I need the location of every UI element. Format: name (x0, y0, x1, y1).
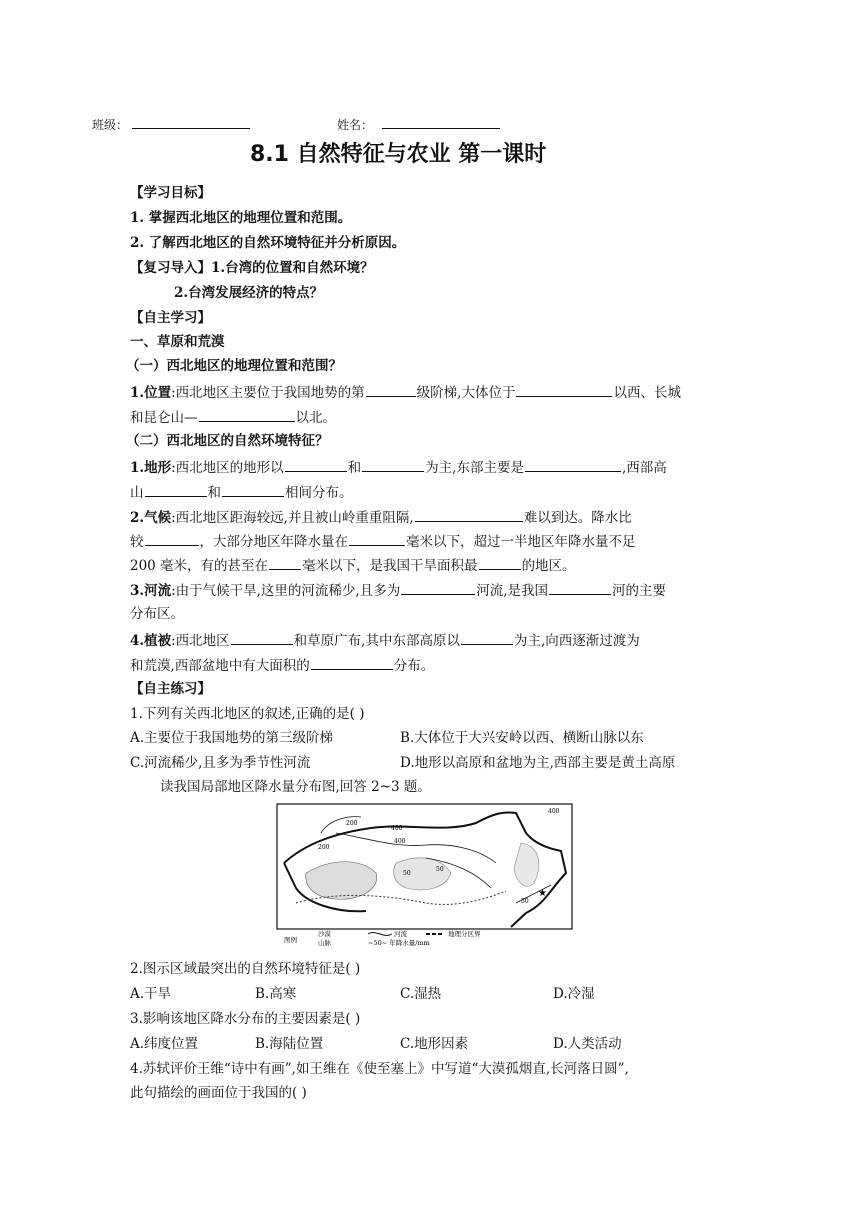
paragraph-label: 1.地形 (130, 460, 172, 476)
answer-blank[interactable] (366, 382, 416, 397)
answer-blank[interactable] (479, 555, 521, 570)
paragraph-text: 和荒漠,西部盆地中有大面积的 (130, 658, 310, 674)
class-label: 班级： (92, 118, 129, 132)
paragraph-text: 的地区。 (521, 558, 576, 574)
isohyet-label: 400 (394, 838, 406, 845)
answer-blank[interactable] (516, 382, 612, 397)
legend-isohyet: ~50~ 年降水量/mm (368, 939, 430, 947)
answer-blank[interactable] (415, 507, 523, 522)
answer-blank[interactable] (311, 655, 393, 670)
map-intro: 读我国局部地区降水量分布图,回答 2~3 题。 (160, 779, 431, 795)
isohyet-label: 50 (403, 870, 411, 877)
paragraph-text: 难以到达。降水比 (523, 510, 632, 526)
paragraph-text: 级阶梯,大体位于 (416, 385, 516, 401)
option-a[interactable]: A.主要位于我国地势的第三级阶梯 (130, 730, 334, 746)
paragraph-text: :由于气候干旱,这里的河流稀少,且多为 (171, 583, 401, 599)
name-label: 姓名： (337, 118, 374, 132)
option-a[interactable]: A.干旱 (130, 986, 172, 1002)
isohyet-label: 400 (548, 808, 560, 815)
objective-item: 1. 掌握西北地区的地理位置和范围。 (130, 210, 352, 226)
paragraph-text: 河流,是我国 (476, 583, 549, 599)
paragraph-text: ,西部高 (621, 460, 667, 476)
option-b[interactable]: B.大体位于大兴安岭以西、横断山脉以东 (400, 730, 644, 746)
answer-blank[interactable] (231, 630, 293, 645)
answer-blank[interactable] (549, 580, 611, 595)
answer-blank[interactable] (461, 630, 513, 645)
section-heading: 一、草原和荒漠 (130, 334, 225, 350)
practice-heading: 【自主练习】 (130, 681, 211, 697)
option-b[interactable]: B.高寒 (255, 986, 297, 1002)
paragraph-vegetation-cont (130, 655, 434, 675)
paragraph-label: 4.植被 (130, 633, 172, 649)
answer-blank[interactable] (145, 531, 199, 546)
legend-mountain: 山脉 (318, 939, 331, 947)
paragraph-text: :西北地区距海较远,并且被山岭重重阻隔, (171, 510, 414, 526)
isohyet-label: 50 (436, 866, 444, 873)
paragraph-climate (130, 507, 632, 527)
question-4-cont: 此句描绘的画面位于我国的( ) (130, 1085, 307, 1101)
answer-blank[interactable] (349, 531, 405, 546)
paragraph-vegetation (130, 630, 640, 650)
paragraph-text: :西北地区的地形以 (171, 460, 284, 476)
paragraph-climate-cont (130, 531, 636, 551)
subsection-heading: （二）西北地区的自然环境特征？ (126, 433, 329, 449)
objective-item: 2. 了解西北地区的自然环境特征并分析原因。 (130, 235, 406, 251)
self-study-heading: 【自主学习】 (130, 310, 211, 326)
legend-desert: 沙漠 (318, 930, 331, 938)
paragraph-text: 为主,东部主要是 (425, 460, 524, 476)
paragraph-text: 和昆仑山— (130, 410, 198, 426)
paragraph-text: 和 (347, 460, 362, 476)
precipitation-map (276, 803, 573, 948)
paragraph-text: 较 (130, 534, 144, 550)
paragraph-label: 3.河流 (130, 583, 172, 599)
paragraph-text: 和草原广布,其中东部高原以 (293, 633, 460, 649)
legend-river: 河流 (394, 930, 407, 938)
paragraph-terrain-cont (130, 482, 353, 502)
paragraph-text: 为主,向西逐渐过渡为 (513, 633, 640, 649)
review-heading: 【复习导入】 (130, 260, 211, 276)
paragraph-text: 相间分布。 (285, 485, 353, 501)
option-c[interactable]: C.地形因素 (400, 1036, 469, 1052)
answer-blank[interactable] (222, 482, 284, 497)
isohyet-label: 200 (318, 844, 330, 851)
paragraph-text: 毫米以下，是我国干旱面积最 (302, 558, 478, 574)
paragraph-text: 200 毫米，有的甚至在 (130, 558, 269, 574)
option-a[interactable]: A.纬度位置 (130, 1036, 199, 1052)
paragraph-location (130, 382, 681, 402)
option-d[interactable]: D.冷湿 (553, 986, 595, 1002)
paragraph-text: 河的主要 (612, 583, 667, 599)
answer-blank[interactable] (525, 457, 621, 472)
option-b[interactable]: B.海陆位置 (255, 1036, 324, 1052)
paragraph-text: 山 (130, 485, 144, 501)
paragraph-text: 以西、长城 (613, 385, 681, 401)
review-question: 1.台湾的位置和自然环境？ (211, 260, 374, 276)
paragraph-location-cont (130, 407, 336, 427)
answer-blank[interactable] (285, 457, 347, 472)
answer-blank[interactable] (362, 457, 424, 472)
option-d[interactable]: D.人类活动 (553, 1036, 622, 1052)
paragraph-text: 以北。 (295, 410, 336, 426)
name-field[interactable] (382, 114, 500, 129)
answer-blank[interactable] (145, 482, 207, 497)
paragraph-climate-cont (130, 555, 576, 575)
page-title: 8.1 自然特征与农业 第一课时 (250, 142, 547, 167)
paragraph-text: :西北地区 (171, 633, 230, 649)
question-1: 1.下列有关西北地区的叙述,正确的是( ) (130, 706, 365, 722)
question-3: 3.影响该地区降水分布的主要因素是( ) (130, 1011, 361, 1027)
option-d[interactable]: D.地形以高原和盆地为主,西部主要是黄土高原 (400, 755, 676, 771)
isohyet-label: 400 (391, 825, 403, 832)
paragraph-rivers (130, 580, 666, 600)
subsection-heading: （一）西北地区的地理位置和范围？ (126, 358, 342, 374)
isohyet-label: 50 (521, 898, 529, 905)
paragraph-text: 毫米以下，超过一半地区年降水量不足 (406, 534, 636, 550)
answer-blank[interactable] (199, 407, 295, 422)
option-c[interactable]: C.湿热 (400, 986, 442, 1002)
objectives-heading: 【学习目标】 (130, 185, 211, 201)
paragraph-label: 2.气候 (130, 510, 172, 526)
question-4: 4.苏轼评价王维“诗中有画”,如王维在《使至塞上》中写道“大漠孤烟直,长河落日圆”, (130, 1061, 629, 1077)
answer-blank[interactable] (269, 555, 301, 570)
paragraph-text: ，大部分地区年降水量在 (199, 534, 348, 550)
paragraph-text: 分布。 (393, 658, 435, 674)
paragraph-rivers-cont: 分布区。 (130, 606, 184, 622)
question-2: 2.图示区域最突出的自然环境特征是( ) (130, 961, 361, 977)
isohyet-label: 200 (346, 820, 358, 827)
option-c[interactable]: C.河流稀少,且多为季节性河流 (130, 755, 311, 771)
river-icon (368, 933, 392, 936)
class-field[interactable] (132, 114, 250, 129)
answer-blank[interactable] (401, 580, 475, 595)
paragraph-text: 和 (207, 485, 221, 501)
star-icon: ★ (538, 888, 547, 899)
paragraph-label: 1.位置 (130, 385, 172, 401)
review-section (130, 259, 374, 277)
review-question: 2.台湾发展经济的特点？ (174, 285, 324, 301)
legend-boundary: 地理分区界 (448, 930, 481, 938)
paragraph-text: :西北地区主要位于我国地势的第 (171, 385, 365, 401)
legend-title: 图例 (284, 936, 297, 944)
paragraph-terrain (130, 457, 667, 477)
